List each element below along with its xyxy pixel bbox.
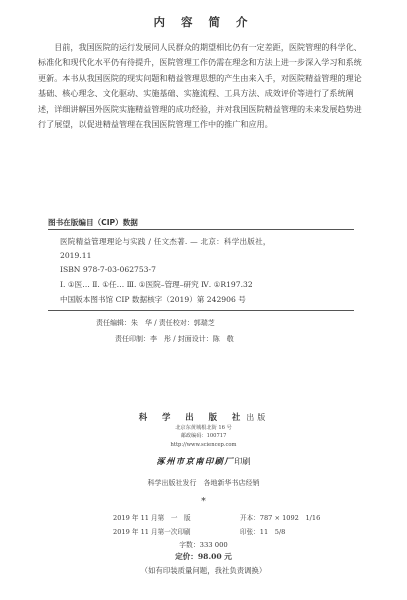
cip-line-classification: Ⅰ. ①医… Ⅱ. ①任… Ⅲ. ①医院–管理–研究 Ⅳ. ①R197.32 — [60, 280, 253, 289]
cip-top-rule — [48, 229, 354, 230]
format-info: 开本：787 × 1092 1/16 — [240, 514, 321, 522]
credit-editors: 责任编辑：朱 华 / 责任校对：郭瑞芝 — [96, 319, 215, 327]
cip-heading: 图书在版编目（CIP）数据 — [48, 218, 138, 227]
publisher-postcode: 邮政编码：100717 — [180, 433, 227, 439]
distribution-line: 科学出版社发行 各地新华书店经销 — [147, 479, 260, 487]
edition-date: 2019 年 11 月第 一 版 — [113, 514, 191, 522]
separator-star: * — [201, 497, 206, 507]
printing-date: 2019 年 11 月第一次印刷 — [113, 528, 191, 536]
section-title: 内 容 简 介 — [153, 15, 254, 29]
printer-suffix: 印刷 — [234, 456, 251, 466]
printer-logo: 涿州市京南印刷厂 — [156, 456, 235, 466]
publisher-logo: 科 学 出 版 社 — [138, 412, 247, 422]
intro-paragraph: 目前，我国医院的运行发展同人民群众的期望相比仍有一定差距，医院管理的科学化、标准化和现代化水平仍有待提升，医院管理工作仍需在理念和方法上进一步深入学习和系统更新。本书从我国医院的现实问题和精益管理思想的产生由来入手，对医院精益管理的理论基础、核心理念、文化驱动、实施基础、实施流程、工具方法、成效评价等进行了系统阐述，详细讲解国外医院实施精益管理的成功经验，并对我国医院精益管理的未来发展趋势进行了展望，以促进精益管理在我国医院管理工作中的推广和应用。 — [38, 42, 362, 130]
publisher-website: http://www.sciencep.com — [170, 442, 237, 448]
cip-line-isbn: ISBN 978-7-03-062753-7 — [60, 265, 156, 274]
word-count: 字数：333 000 — [179, 541, 228, 549]
price-value: 98.00 元 — [197, 552, 232, 561]
price-line — [0, 551, 407, 562]
publisher-suffix: 出版 — [246, 413, 269, 422]
publisher-address: 北京东黄城根北街 16 号 — [175, 425, 232, 431]
cip-bottom-rule — [48, 310, 354, 311]
printer-line — [0, 456, 407, 467]
credit-production: 责任印制：李 彤 / 封面设计：陈 敬 — [115, 335, 234, 343]
quality-note: （如有印装质量问题，我社负责调换） — [140, 566, 267, 575]
publisher-line — [0, 411, 407, 423]
price-label: 定价： — [175, 552, 198, 561]
cip-line-year: 2019.11 — [60, 251, 92, 260]
cip-line-record: 中国版本图书馆 CIP 数据核字（2019）第 242906 号 — [60, 295, 246, 304]
cip-line-title: 医院精益管理理论与实践 / 任文杰著. — 北京：科学出版社， — [60, 237, 271, 246]
sheets-info: 印张：11 5/8 — [240, 528, 286, 536]
